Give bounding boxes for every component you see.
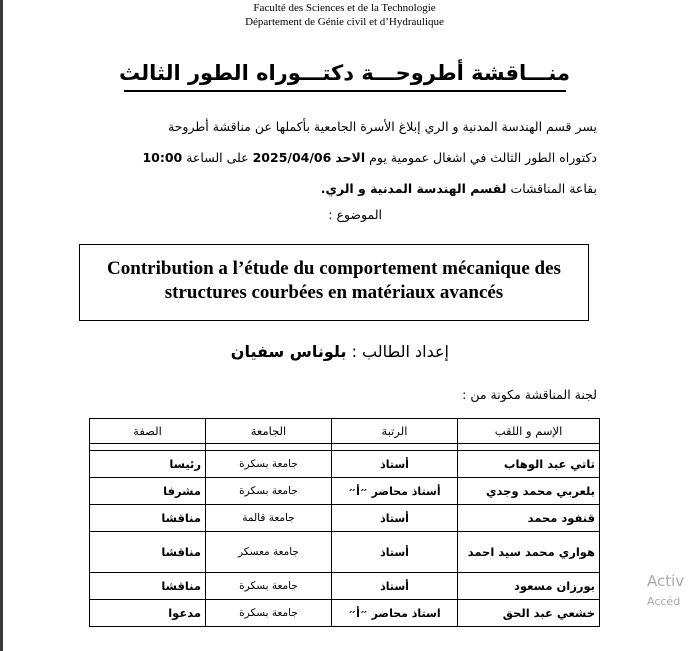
member-university: جامعة بسكرة xyxy=(206,478,332,505)
student-line xyxy=(231,342,449,361)
member-role: رئيسا xyxy=(90,451,206,478)
title-underline xyxy=(124,90,566,92)
member-rank: أستاذ محاضر ״أ״ xyxy=(332,478,458,505)
member-university: جامعة معسكر xyxy=(206,532,332,573)
faculty-name: Faculté des Sciences et de la Technologie xyxy=(253,2,436,14)
jury-header-row xyxy=(90,419,600,444)
member-role: مناقشا xyxy=(90,573,206,600)
member-name: تاتي عبد الوهاب xyxy=(458,451,600,478)
defense-place: لقسم الهندسة المدنية و الري. xyxy=(320,181,507,196)
activation-watermark-subtitle: Accéd xyxy=(647,595,681,608)
member-name: قنفود محمد xyxy=(458,505,600,532)
student-label: إعداد الطالب : xyxy=(351,342,449,361)
defense-time: 10:00 xyxy=(142,150,183,165)
member-role: مناقشا xyxy=(90,505,206,532)
member-role: مشرفا xyxy=(90,478,206,505)
department-name: Département de Génie civil et d’Hydraulique xyxy=(245,16,444,28)
table-row xyxy=(90,600,600,627)
member-university: جامعة قالمة xyxy=(206,505,332,532)
page-title: منـــاقشة أطروحـــة دكتـــوراه الطور الثالث xyxy=(119,61,570,85)
announcement-text-3: على الساعة xyxy=(186,150,249,165)
announcement-line-2 xyxy=(77,143,597,173)
announcement-text-4: بقاعة المناقشات xyxy=(510,181,597,196)
member-university: جامعة بسكرة xyxy=(206,573,332,600)
defense-date: 2025/04/06 xyxy=(252,150,332,165)
header-role: الصفة xyxy=(90,419,206,444)
activation-watermark-title: Activ xyxy=(647,572,685,590)
member-rank: أستاذ xyxy=(332,573,458,600)
header-rank: الرتبة xyxy=(332,419,458,444)
member-name: بلعربي محمد وجدي xyxy=(458,478,600,505)
table-row xyxy=(90,478,600,505)
header-name: الإسم و اللقب xyxy=(458,419,600,444)
window-edge xyxy=(0,0,3,651)
committee-label: لجنة المناقشة مكونة من : xyxy=(462,387,597,402)
jury-table xyxy=(89,418,600,627)
member-university: جامعة بسكرة xyxy=(206,451,332,478)
student-name: بلوناس سفيان xyxy=(230,342,347,361)
subject-box xyxy=(79,244,589,321)
announcement-line-1 xyxy=(77,112,597,142)
announcement-line-3 xyxy=(77,174,597,204)
member-university: جامعة بسكرة xyxy=(206,600,332,627)
member-role: مناقشا xyxy=(90,532,206,573)
table-row xyxy=(90,451,600,478)
table-row xyxy=(90,505,600,532)
table-row xyxy=(90,532,600,573)
member-rank: أستاذ xyxy=(332,505,458,532)
member-name: هواري محمد سيد احمد xyxy=(458,532,600,573)
header-university: الجامعة xyxy=(206,419,332,444)
member-name: خشعي عبد الحق xyxy=(458,600,600,627)
announcement-text-2: دكتوراه الطور الثالث في اشغال عمومية يوم xyxy=(369,150,597,165)
subject-line-1: Contribution a l’étude du comportement mécanique des xyxy=(107,258,561,279)
subject-line-2: structures courbées en matériaux avancés xyxy=(164,282,504,303)
member-rank: أستاذ xyxy=(332,532,458,573)
subject-label: الموضوع : xyxy=(328,207,382,222)
table-spacer-row xyxy=(90,444,600,451)
defense-day: الاحد xyxy=(335,150,366,165)
member-name: بورزان مسعود xyxy=(458,573,600,600)
announcement-text-1: يسر قسم الهندسة المدنية و الري إبلاغ الأسرة الجامعية بأكملها عن مناقشة أطروحة xyxy=(167,119,597,134)
member-rank: استاذ محاضر ״أ״ xyxy=(332,600,458,627)
member-role: مدعوا xyxy=(90,600,206,627)
member-rank: أستاذ xyxy=(332,451,458,478)
table-row xyxy=(90,573,600,600)
